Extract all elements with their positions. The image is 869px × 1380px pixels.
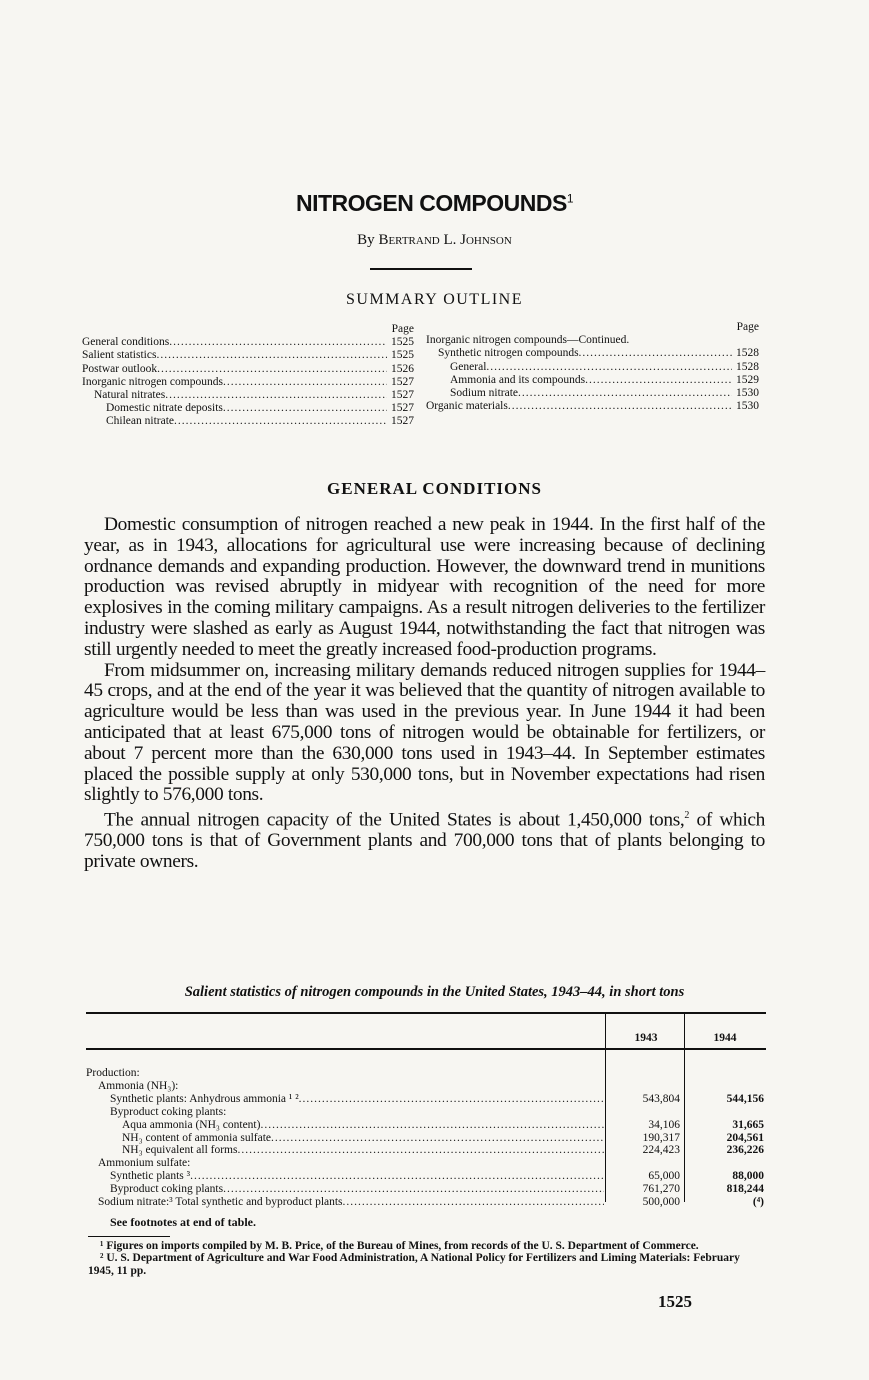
- toc-leader-dots: [174, 415, 387, 428]
- table-row: [86, 1157, 766, 1169]
- leader-dots: [223, 1183, 604, 1195]
- row-label: Synthetic plants ³: [110, 1170, 191, 1183]
- toc-entry-page: 1527: [391, 375, 414, 388]
- paragraph: The annual nitrogen capacity of the United States is about 1,450,000 tons,$^2$ of which 750,000 tons is that of Government plants and 700,000 tons that of plants belonging to private owners.: [84, 809, 765, 873]
- toc-entry-label: General: [450, 360, 487, 373]
- toc-leader-dots: [165, 389, 387, 402]
- toc-entry: [426, 347, 759, 360]
- toc-entry-page: 1527: [391, 389, 414, 402]
- page-number: 1525: [658, 1292, 692, 1311]
- toc-entry-label: Synthetic nitrogen compounds: [438, 347, 579, 360]
- table-row: [86, 1132, 766, 1144]
- cell-1943: 761,270: [642, 1183, 680, 1196]
- toc-entry: [82, 389, 414, 402]
- toc-entry-label: Ammonia and its compounds: [450, 373, 586, 386]
- toc-entry: [426, 374, 759, 387]
- toc-leader-dots: [579, 347, 732, 360]
- footnote: ¹ Figures on imports compiled by M. B. Price, of the Bureau of Mines, from records of the U. S. Department of Commerce.: [100, 1240, 699, 1252]
- table-row: [86, 1183, 766, 1195]
- leader-dots: [237, 1144, 604, 1156]
- toc-leader-dots: [518, 387, 732, 400]
- byline: By Bertrand L. Johnson: [357, 232, 512, 248]
- toc-left-column: [82, 323, 414, 429]
- cell-1943: 190,317: [642, 1131, 680, 1144]
- cell-1944: (⁴): [752, 1196, 764, 1208]
- cell-1944: 236,226: [726, 1144, 764, 1157]
- toc-leader-dots: [169, 336, 387, 349]
- toc-entry: [82, 363, 414, 376]
- body-text: [84, 515, 765, 873]
- cell-1943: 224,423: [642, 1144, 680, 1157]
- toc-entry: [82, 402, 414, 415]
- table-row: [86, 1196, 766, 1208]
- toc-entry-label: Sodium nitrate: [450, 387, 519, 400]
- cell-1943: 65,000: [648, 1170, 680, 1183]
- section-heading: GENERAL CONDITIONS: [327, 479, 542, 498]
- toc-leader-dots: [157, 363, 387, 376]
- toc-entry-page: 1525: [391, 349, 414, 362]
- title-rule: [370, 268, 472, 270]
- row-label: Production:: [86, 1067, 140, 1079]
- toc-entry-page: 1530: [736, 387, 759, 400]
- toc-right-column: [426, 321, 759, 413]
- toc-page-label: Page: [391, 323, 414, 335]
- cell-1944: 818,244: [726, 1183, 764, 1196]
- table-row: [86, 1144, 766, 1156]
- row-label: NH₃ content of ammonia sulfate: [122, 1131, 271, 1144]
- cell-1943: 34,106: [648, 1118, 680, 1131]
- toc-leader-dots: [223, 376, 387, 389]
- toc-entry-label: Natural nitrates: [94, 389, 166, 402]
- toc-entry-label: General conditions: [82, 336, 170, 349]
- column-header-1944: 1944: [713, 1032, 737, 1044]
- table-row: [86, 1080, 766, 1092]
- toc-entry: [82, 415, 414, 428]
- cell-1943: 500,000: [642, 1196, 680, 1208]
- toc-entry-label: Inorganic nitrogen compounds—Continued.: [426, 334, 630, 347]
- cell-1944: 544,156: [726, 1092, 764, 1105]
- row-label: Ammonia (NH₃):: [98, 1079, 179, 1092]
- cell-1944: 88,000: [732, 1170, 764, 1183]
- paragraph: Domestic consumption of nitrogen reached a new peak in 1944. In the first half of the year, as in 1943, allocations for agricultural use were increasing because of declining ordnance demands and expanding production. However, the downward trend in munitions production was revised abruptly in midyear with recognition of the need for more explosives in the coming military campaigns. As a result nitrogen deliveries to the fertilizer industry were slashed as early as August 1944, notwithstanding the fact that nitrogen was still urgently needed to meet the greatly increased food-production programs.: [84, 514, 765, 660]
- toc-entry-page: 1527: [391, 402, 414, 415]
- toc-entry: [426, 334, 759, 347]
- toc-entry: [426, 361, 759, 374]
- toc-entry-label: Postwar outlook: [82, 362, 158, 375]
- leader-dots: [260, 1119, 604, 1131]
- toc-entry-label: Domestic nitrate deposits: [106, 402, 223, 415]
- footnotes: [88, 1240, 764, 1277]
- table-header-rule: [86, 1048, 766, 1050]
- toc-entry-page: 1528: [736, 347, 759, 360]
- row-label: Synthetic plants: Anhydrous ammonia ¹ ²: [110, 1092, 299, 1105]
- row-label: Byproduct coking plants:: [110, 1105, 227, 1118]
- table-note: See footnotes at end of table.: [110, 1215, 256, 1229]
- leader-dots: [190, 1170, 604, 1182]
- table-row: [86, 1106, 766, 1118]
- toc-leader-dots: [486, 361, 732, 374]
- toc-entry-page: 1530: [736, 400, 759, 413]
- toc-entry-page: 1526: [391, 362, 414, 375]
- toc-entry-page: 1528: [736, 360, 759, 373]
- table-row: [86, 1170, 766, 1182]
- table-top-rule: [86, 1012, 766, 1014]
- summary-outline-heading: SUMMARY OUTLINE: [345, 291, 524, 308]
- toc-leader-dots: [585, 374, 732, 387]
- leader-dots: [299, 1093, 604, 1105]
- title-footnote-marker: 1: [566, 191, 574, 206]
- table-row: [86, 1093, 766, 1105]
- toc-leader-dots: [223, 402, 387, 415]
- leader-dots: [271, 1132, 604, 1144]
- toc-entry-label: Organic materials: [426, 400, 508, 413]
- row-label: Ammonium sulfate:: [98, 1157, 191, 1170]
- table-row: [86, 1119, 766, 1131]
- footnote: ² U. S. Department of Agriculture and War Food Administration, A National Policy for Fertilizers and Liming Materials: February 1945, 11 pp.: [88, 1252, 740, 1277]
- toc-entry-page: 1525: [391, 336, 414, 349]
- toc-entry: [426, 387, 759, 400]
- toc-entry-page: 1529: [736, 373, 759, 386]
- table-row: [86, 1067, 766, 1079]
- cell-1944: 204,561: [726, 1131, 764, 1144]
- leader-dots: [343, 1196, 604, 1208]
- page-title: NITROGEN COMPOUNDS$^1$: [295, 190, 574, 216]
- toc-entry-label: Chilean nitrate: [106, 415, 175, 428]
- toc-entry-label: Salient statistics: [82, 349, 157, 362]
- toc-entry: [82, 349, 414, 362]
- column-header-1943: 1943: [634, 1032, 658, 1044]
- toc-entry-page: 1527: [391, 415, 414, 428]
- paragraph: From midsummer on, increasing military demands reduced nitrogen supplies for 1944–45 crops, and at the end of the year it was believed that the quantity of nitrogen available to agriculture would be less than was used in the previous year. In June 1944 it had been anticipated that at least 675,000 tons of nitrogen would be obtainable for fertilizers, or about 7 percent more than the 630,000 tons used in 1943–44. In September estimates placed the possible supply at only 530,000 tons, but in November expectations had risen slightly to 576,000 tons.: [84, 659, 765, 806]
- toc-entry: [82, 376, 414, 389]
- row-label: Aqua ammonia (NH₃ content): [122, 1118, 261, 1131]
- cell-1944: 31,665: [732, 1118, 764, 1131]
- footnote-rule: [88, 1236, 170, 1237]
- toc-entry: [82, 336, 414, 349]
- row-label: Byproduct coking plants: [110, 1183, 224, 1196]
- toc-leader-dots: [156, 349, 387, 362]
- footnote-marker: 2: [684, 810, 690, 822]
- toc-entry: [426, 400, 759, 413]
- toc-page-label: Page: [736, 321, 759, 333]
- author-name: Bertrand L. Johnson: [378, 232, 512, 248]
- toc-entry-label: Inorganic nitrogen compounds: [82, 375, 223, 388]
- row-label: NH₃ equivalent all forms: [122, 1144, 238, 1157]
- toc-leader-dots: [508, 400, 732, 413]
- table-title: Salient statistics of nitrogen compounds in the United States, 1943–44, in short tons: [184, 984, 685, 1000]
- row-label: Sodium nitrate:³ Total synthetic and byproduct plants: [98, 1196, 343, 1208]
- cell-1943: 543,804: [642, 1092, 680, 1105]
